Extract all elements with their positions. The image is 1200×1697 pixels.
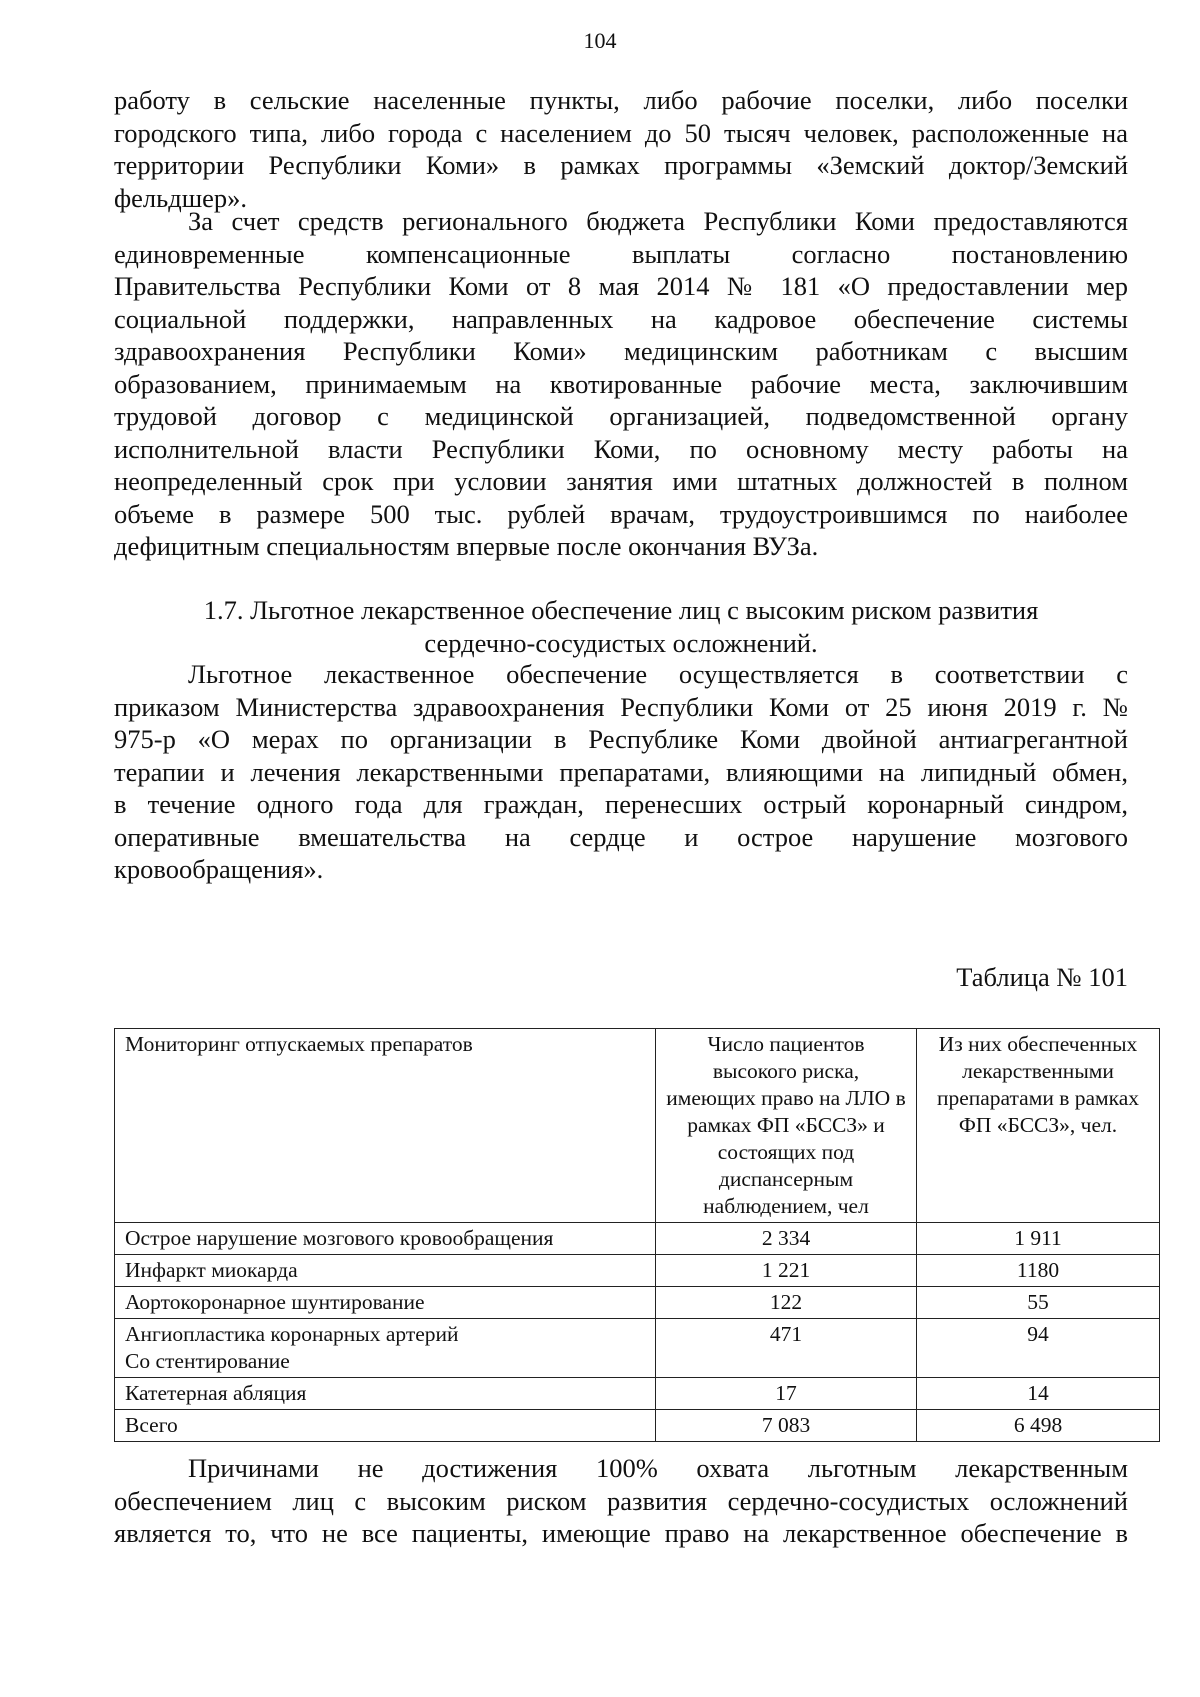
row-patients: 17 <box>656 1378 917 1410</box>
table-row <box>115 1287 1160 1319</box>
text-line: в течение одного года для граждан, перенесших острый коронарный синдром, <box>114 789 1128 819</box>
table-row-total <box>115 1410 1160 1442</box>
text-line: образованием, принимаемым на квотированные рабочие места, заключившим <box>114 368 1128 399</box>
paragraph-reasons <box>114 1452 1128 1550</box>
row-label <box>115 1319 656 1378</box>
row-label-line: Со стентирование <box>125 1349 290 1373</box>
row-patients: 2 334 <box>656 1223 917 1255</box>
text-line: здравоохранения Республики Коми» медицинским работникам с высшим <box>114 336 1128 366</box>
text-line: Льготное лекаственное обеспечение осуществляется в соответствии с <box>188 659 1128 689</box>
text-line: 975-р «О мерах по организации в Республике Коми двойной антиагрегантной <box>114 724 1128 754</box>
table-row <box>115 1255 1160 1287</box>
row-label: Всего <box>115 1410 656 1442</box>
text-line: единовременные компенсационные выплаты согласно постановлению <box>114 238 1128 269</box>
row-provided: 14 <box>917 1378 1160 1410</box>
text-line: кровообращения». <box>114 854 324 884</box>
paragraph-continuation <box>114 84 1128 214</box>
row-patients: 1 221 <box>656 1255 917 1287</box>
row-provided: 94 <box>917 1319 1160 1378</box>
header-cell-provided: Из них обеспеченных лекарственными препаратами в рамках ФП «БССЗ», чел. <box>917 1029 1160 1223</box>
table-header-row <box>115 1029 1160 1223</box>
text-line: терапии и лечения лекарственными препаратами, влияющими на липидный обмен, <box>114 756 1128 787</box>
text-line: объеме в размере 500 тыс. рублей врачам, трудоустроившимся по наиболее <box>114 498 1128 529</box>
row-label: Острое нарушение мозгового кровообращения <box>115 1223 656 1255</box>
text-line: дефицитным специальностям впервые после окончания ВУЗа. <box>114 531 819 561</box>
text-line: Правительства Республики Коми от 8 мая 2014 № 181 «О предоставлении мер <box>114 271 1128 301</box>
row-label-line: Ангиопластика коронарных артерий <box>125 1322 459 1346</box>
row-label: Катетерная абляция <box>115 1378 656 1410</box>
row-provided: 1180 <box>917 1255 1160 1287</box>
text-line: оперативные вмешательства на сердце и острое нарушение мозгового <box>114 821 1128 852</box>
text-line: городского типа, либо города с населением до 50 тысяч человек, расположенные на <box>114 117 1128 148</box>
table-row <box>115 1319 1160 1378</box>
text-line: социальной поддержки, направленных на кадровое обеспечение системы <box>114 303 1128 334</box>
page-number: 104 <box>583 28 617 53</box>
table-row <box>115 1378 1160 1410</box>
paragraph-compensation <box>114 205 1128 563</box>
row-provided: 55 <box>917 1287 1160 1319</box>
row-provided: 1 911 <box>917 1223 1160 1255</box>
text-line: неопределенный срок при условии занятия ими штатных должностей в полном <box>114 466 1128 496</box>
monitoring-table <box>114 1028 1160 1442</box>
table-caption: Таблица № 101 <box>956 962 1128 992</box>
heading-line: сердечно-сосудистых осложнений. <box>424 627 818 658</box>
row-patients: 7 083 <box>656 1410 917 1442</box>
text-line: фельдшер». <box>114 182 248 213</box>
text-line: приказом Министерства здравоохранения Республики Коми от 25 июня 2019 г. № <box>114 691 1128 722</box>
text-line: За счет средств регионального бюджета Республики Коми предоставляются <box>188 206 1128 236</box>
row-label: Инфаркт миокарда <box>115 1255 656 1287</box>
row-label: Аортокоронарное шунтирование <box>115 1287 656 1319</box>
text-line: исполнительной власти Республики Коми, по основному месту работы на <box>114 433 1128 464</box>
table-row <box>115 1223 1160 1255</box>
text-line: трудовой договор с медицинской организацией, подведомственной органу <box>114 401 1128 431</box>
row-patients: 471 <box>656 1319 917 1378</box>
text-line: территории Республики Коми» в рамках программы «Земский доктор/Земский <box>114 150 1128 180</box>
paragraph-order <box>114 658 1128 886</box>
text-line: работу в сельские населенные пункты, либо рабочие поселки, либо поселки <box>114 85 1128 115</box>
text-line: обеспечением лиц с высоким риском развития сердечно-сосудистых осложнений <box>114 1485 1128 1516</box>
text-line: Причинами не достижения 100% охвата льготным лекарственным <box>188 1453 1128 1483</box>
header-cell-category: Мониторинг отпускаемых препаратов <box>115 1029 656 1223</box>
section-heading <box>114 594 1128 659</box>
heading-line: 1.7. Льготное лекарственное обеспечение лиц с высоким риском развития <box>203 595 1039 625</box>
row-provided: 6 498 <box>917 1410 1160 1442</box>
row-patients: 122 <box>656 1287 917 1319</box>
header-cell-patients: Число пациентов высокого риска, имеющих право на ЛЛО в рамках ФП «БССЗ» и состоящих под диспансерным наблюдением, чел <box>656 1029 917 1223</box>
text-line: является то, что не все пациенты, имеющие право на лекарственное обеспечение в <box>114 1518 1128 1548</box>
